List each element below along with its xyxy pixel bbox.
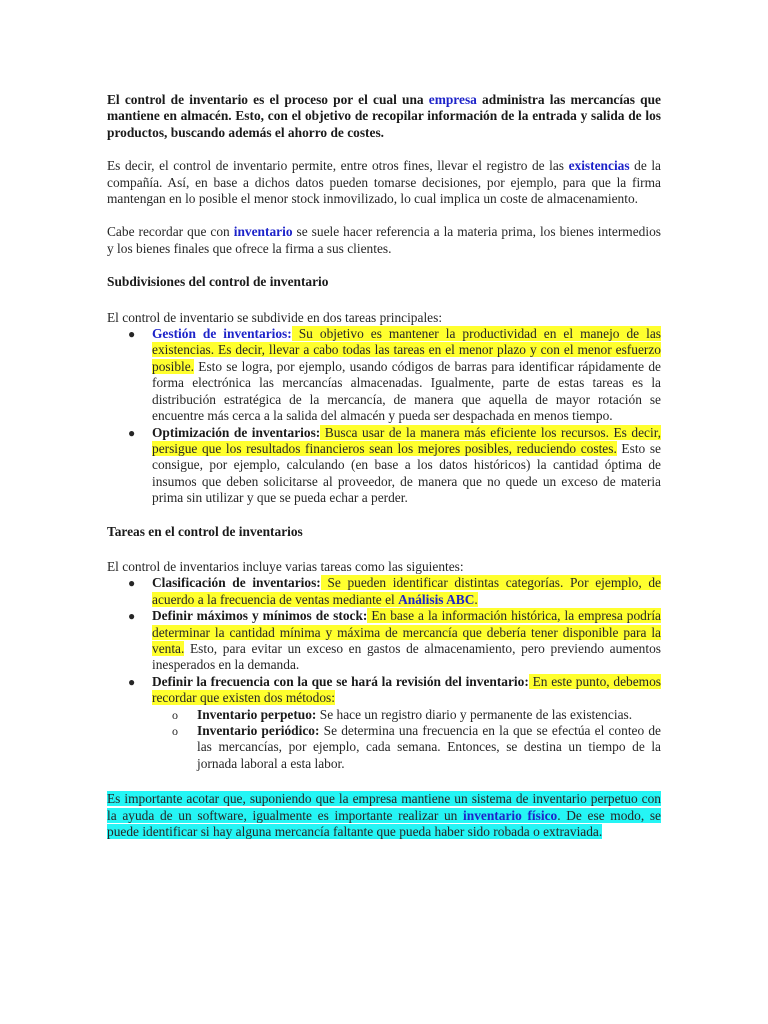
existencias-link[interactable]: existencias xyxy=(568,158,630,174)
maximos-term: Definir máximos y mínimos de stock: xyxy=(152,608,368,624)
closing-paragraph xyxy=(107,791,661,840)
bullet-circle: o xyxy=(172,707,178,722)
optimizacion-term: Optimización de inventarios: xyxy=(152,424,321,440)
paragraph-subdivide: El control de inventario se subdivide en dos tareas principales: xyxy=(107,309,443,325)
list-item-frecuencia xyxy=(107,674,661,772)
inventario-fisico-link[interactable]: inventario físico xyxy=(463,807,558,823)
bullet-disc: ● xyxy=(128,425,136,440)
intro-text-2: administra las mercancías que mantiene en almacén. Esto, con el objetivo de recopilar información de la entrada y salida de los productos, buscando además el ahorro de costes. xyxy=(107,92,661,140)
analisis-abc-link[interactable]: Análisis ABC xyxy=(398,591,475,607)
para2-text-1: Es decir, el control de inventario permite, entre otros fines, llevar el registro de las xyxy=(107,158,569,174)
metodos-sublist xyxy=(152,707,661,773)
periodico-term: Inventario periódico: xyxy=(197,723,320,738)
bullet-circle: o xyxy=(172,724,178,738)
list-item-maximos xyxy=(107,608,661,674)
paragraph-tareas: El control de inventarios incluye varias tareas como las siguientes: xyxy=(107,558,464,574)
paragraph-inventario xyxy=(107,224,661,257)
perpetuo-term: Inventario perpetuo: xyxy=(197,706,317,722)
list-item-clasificacion xyxy=(107,575,661,608)
sublist-item-periodico xyxy=(107,723,661,772)
list-item-optimizacion xyxy=(107,425,661,507)
heading-subdivisiones: Subdivisiones del control de inventario xyxy=(107,274,329,290)
intro-paragraph xyxy=(107,92,661,141)
list-item-gestion xyxy=(107,326,661,424)
bullet-disc: ● xyxy=(128,609,136,624)
bullet-disc: ● xyxy=(128,674,136,689)
para3-text-1: Cabe recordar que con xyxy=(107,224,234,240)
document-page xyxy=(107,92,661,840)
gestion-text: Esto se logra, por ejemplo, usando códigos de barras para identificar rápidamente de forma electrónica las mercancías almacenadas. Igualmente, parte de estas tareas es la distribución estratégica de la mercancía, de manera que aquella de mayor rotación se encuentre más cerca a la salida del almacén y pueda ser despachada en menos tiempo. xyxy=(152,358,661,424)
gestion-term: Gestión de inventarios: xyxy=(152,326,292,342)
clasificacion-term: Clasificación de inventarios: xyxy=(152,575,321,591)
inventario-link[interactable]: inventario xyxy=(233,224,293,240)
tareas-list xyxy=(107,575,661,772)
perpetuo-text: Se hace un registro diario y permanente de las existencias. xyxy=(316,706,633,722)
subdivisions-list xyxy=(107,326,661,506)
closing-text-1: Es importante acotar que, suponiendo que la empresa mantiene un sistema de inventario perpetuo con la ayuda de un software, igualmente es importante realizar un xyxy=(107,791,661,823)
frecuencia-highlight: En este punto, debemos recordar que existen dos métodos: xyxy=(152,673,661,706)
optimizacion-text: Esto se consigue, por ejemplo, calculando (en base a los datos históricos) la cantidad óptima de insumos que deben solicitarse al proveedor, de manera que no quede un exceso de materia prima sin utilizar y que se pueda echar a perder. xyxy=(152,440,661,506)
frecuencia-term: Definir la frecuencia con la que se hará la revisión del inventario: xyxy=(152,673,529,689)
paragraph-existencias xyxy=(107,158,661,207)
clasificacion-end: . xyxy=(474,591,478,607)
periodico-text: Se determina una frecuencia en la que se efectúa el conteo de las mercancías, por ejemplo, cada semana. Entonces, se destina un tiempo de la jornada laboral a esta labor. xyxy=(197,723,661,771)
maximos-text: Esto, para evitar un exceso en gastos de almacenamiento, pero previendo aumentos inesperados en la demanda. xyxy=(152,640,661,673)
para3-text-2: se suele hacer referencia a la materia prima, los bienes intermedios y los bienes finales que ofrece la firma a sus clientes. xyxy=(107,224,661,256)
heading-tareas: Tareas en el control de inventarios xyxy=(107,523,303,539)
empresa-link[interactable]: empresa xyxy=(428,92,477,107)
para2-text-2: de la compañía. Así, en base a dichos datos pueden tomarse decisiones, por ejemplo, para que la firma mantengan en lo posible el menor stock inmovilizado, lo cual implica un coste de almacenamiento. xyxy=(107,158,661,207)
clasificacion-highlight: Se pueden identificar distintas categorías. Por ejemplo, de acuerdo a la frecuencia de ventas mediante el xyxy=(152,575,661,607)
bullet-disc: ● xyxy=(128,327,136,342)
intro-text-1: El control de inventario es el proceso por el cual una xyxy=(107,92,429,107)
maximos-highlight: En base a la información histórica, la empresa podría determinar la cantidad mínima y máxima de mercancía que debería tener disponible para la venta. xyxy=(152,608,661,656)
closing-text-2: . De ese modo, se puede identificar si hay alguna mercancía faltante que pueda haber sido robada o extraviada. xyxy=(107,807,661,840)
optimizacion-highlight: Busca usar de la manera más eficiente los recursos. Es decir, persigue que los resultados financieros sean los mejores posibles, reduciendo costes. xyxy=(152,424,661,456)
gestion-highlight: Su objetivo es mantener la productividad en el manejo de las existencias. Es decir, llevar a cabo todas las tareas en el menor plazo y con el menor esfuerzo posible. xyxy=(152,326,662,374)
bullet-disc: ● xyxy=(128,576,136,591)
sublist-item-perpetuo xyxy=(107,707,661,723)
